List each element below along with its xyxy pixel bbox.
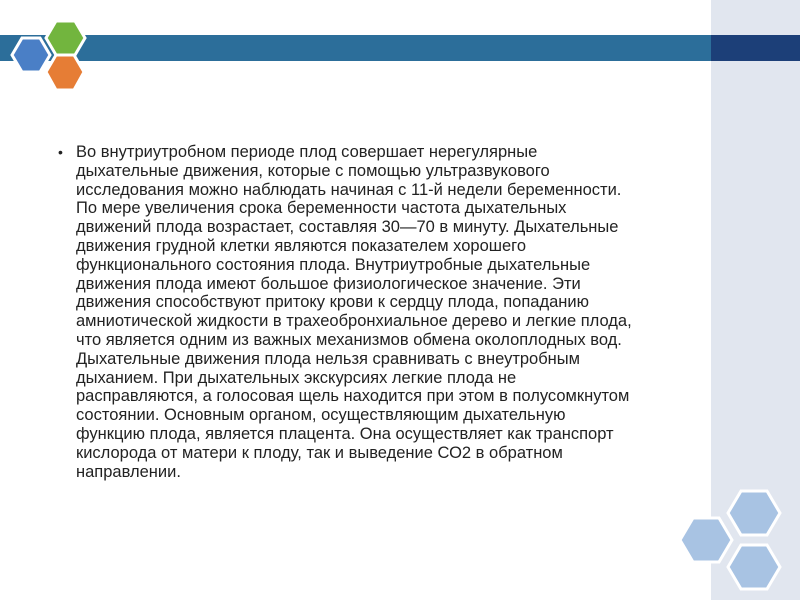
text-line: функцию плода, является плацента. Она осуществляет как транспорт: [76, 424, 614, 443]
text-line: Во внутриутробном периоде плод совершает нерегулярные: [76, 143, 538, 161]
text-line: расправляются, а голосовая щель находится при этом в полусомкнутом: [76, 387, 630, 406]
bullet-icon: •: [58, 144, 63, 160]
text-line: По мере увеличения срока беременности частота дыхательных: [76, 199, 567, 218]
text-line: состоянии. Основным органом, осуществляющим дыхательную: [76, 406, 566, 425]
text-line: движения плода имеют большое физиологическое значение. Эти: [76, 274, 581, 293]
text-line: направлении.: [76, 462, 181, 481]
text-line: движения способствуют притоку крови к сердцу плода, попаданию: [76, 293, 589, 312]
text-line: функционального состояния плода. Внутриутробные дыхательные: [76, 255, 591, 274]
text-line: движения грудной клетки являются показателем хорошего: [76, 236, 527, 255]
bullet-paragraph: [58, 143, 726, 481]
hexagon-light-blue-icon: [728, 545, 780, 589]
text-line: кислорода от матери к плоду, так и выведение СО2 в обратном: [76, 443, 563, 462]
text-line: движений плода возрастает, составляя 30—70 в минуту. Дыхательные: [76, 218, 619, 237]
hexagon-green-icon: [46, 21, 85, 55]
text-line: амниотической жидкости в трахеобронхиальное дерево и легкие плода,: [76, 312, 632, 331]
text-line: дыхательные движения, которые с помощью ультразвукового: [76, 161, 550, 180]
text-line: исследования можно наблюдать начиная с 11-й недели беременности.: [76, 180, 622, 199]
hexagon-light-blue-icon: [680, 518, 732, 562]
text-line: дыханием. При дыхательных экскурсиях легкие плода не: [76, 368, 517, 387]
text-line: Дыхательные движения плода нельзя сравнивать с внеутробным: [76, 349, 580, 368]
text-line: что является одним из важных механизмов обмена околоплодных вод.: [76, 330, 622, 349]
hexagon-orange-icon: [46, 55, 84, 90]
hexagon-blue-icon: [12, 38, 50, 72]
hexagon-light-blue-icon: [728, 491, 780, 535]
slide-body-text: [58, 143, 726, 481]
